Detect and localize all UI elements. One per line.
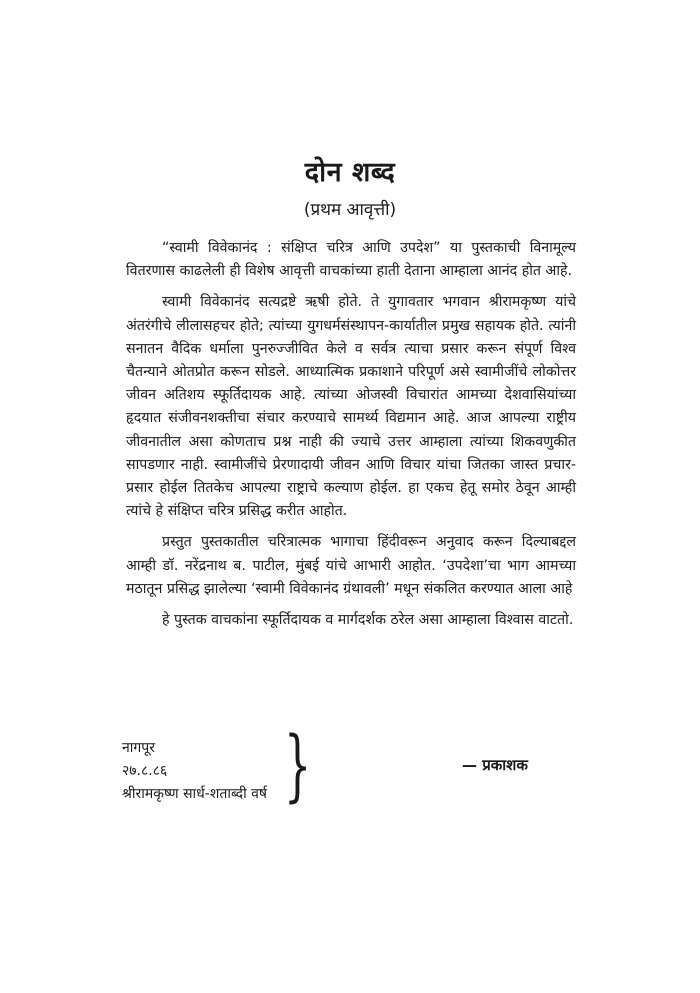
curly-brace-icon: } — [284, 721, 312, 811]
footer — [122, 721, 582, 811]
footer-place: नागपूर — [122, 740, 155, 756]
paragraph-intro: “स्वामी विवेकानंद : संक्षिप्त चरित्र आणि उपदेश” या पुस्तकाची विनामूल्य वितरणास काढलेली ही विशेष आवृत्ती वाचकांच्या हाती देताना आम्हाला आनंद होत आहे. — [126, 240, 576, 280]
paragraph-closing: हे पुस्तक वाचकांना स्फूर्तिदायक व मार्गदर्शक ठरेल असा आम्हाला विश्वास वाटतो. — [162, 612, 574, 629]
footer-date: २७.८.८६ — [122, 763, 168, 779]
paragraph-acknowledgement: प्रस्तुत पुस्तकातील चरित्रात्मक भागाचा हिंदीवरून अनुवाद करून दिल्याबद्दल आम्ही डॉ. नरेंद्रनाथ ब. पाटील, मुंबई यांचे आभारी आहोत. ‘उपदेशा’चा भाग आमच्या मठातून प्रसिद्ध झालेल्या ‘स्वामी विवेकानंद ग्रंथावली’ मधून संकलित करण्यात आला आहे — [126, 534, 576, 597]
body-text — [126, 237, 576, 640]
paragraph-about-vivekananda: स्वामी विवेकानंद सत्यद्रष्टे ऋषी होते. ते युगावतार भगवान श्रीरामकृष्ण यांचे अंतरंगीचे लीलासहचर होते; त्यांच्या युगधर्मसंस्थापन-कार्यातील प्रमुख सहायक होते. त्यांनी सनातन वैदिक धर्माला पुनरुज्जीवित केले व सर्वत्र त्याचा प्रसार करून संपूर्ण विश्व चैतन्याने ओतप्रोत करून सोडले. आध्यात्मिक प्रकाशाने परिपूर्ण असे स्वामीजींचे लोकोत्तर जीवन अतिशय स्फूर्तिदायक आहे. त्यांच्या ओजस्वी विचारांत आमच्या देशवासियांच्या हृदयात संजीवनशक्तीचा संचार करण्याचे सामर्थ्य विद्यमान आहे. आज आपल्या राष्ट्रीय जीवनातील असा कोणताच प्रश्न नाही की ज्याचे उत्तर आम्हाला त्यांच्या शिकवणुकीत सापडणार नाही. स्वामीजींचे प्रेरणादायी जीवन आणि विचार यांचा जितका जास्त प्रचार-प्रसार होईल तितकेच आपल्या राष्ट्राचे कल्याण होईल. हा एकच हेतू समोर ठेवून आम्ही त्यांचे हे संक्षिप्त चरित्र प्रसिद्ध करीत आहोत. — [126, 294, 576, 520]
page-title: दोन शब्द — [304, 157, 396, 188]
place-date-block — [122, 737, 267, 806]
publisher-signature: — प्रकाशक — [462, 756, 528, 774]
page-subtitle: (प्रथम आवृत्ती) — [303, 200, 397, 220]
footer-occasion: श्रीरामकृष्ण सार्ध-शताब्दी वर्ष — [122, 786, 268, 802]
